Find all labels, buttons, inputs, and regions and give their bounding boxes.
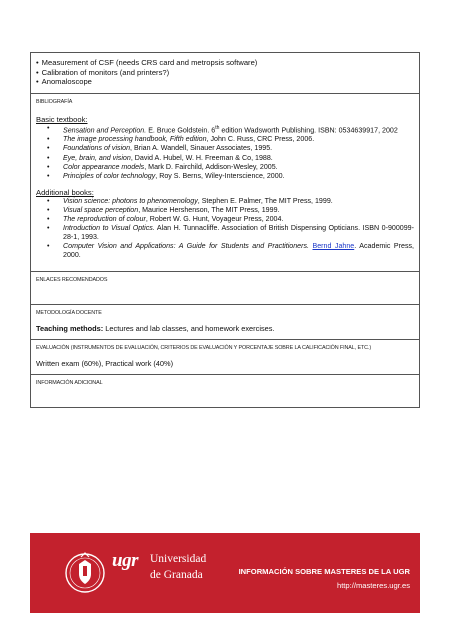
links-label: ENLACES RECOMENDADOS [31,271,419,287]
bibliography-body [31,109,419,271]
list-item: • Anomaloscope [36,77,414,87]
masters-url-link[interactable]: http://masteres.ugr.es [336,581,410,590]
list-item: • Calibration of monitors (and printers?) [36,68,414,78]
links-content [31,287,419,304]
list-item: • Measurement of CSF (needs CRS card and metropsis software) [36,58,414,68]
university-name-line2: de Granada [150,569,203,581]
masters-info-title: INFORMACIÓN SOBRE MASTERES DE LA UGR [238,567,410,576]
methodology-label: METODOLOGÍA DOCENTE [31,304,419,320]
syllabus-table [30,52,420,408]
basic-textbook-list [36,124,414,181]
university-name-line1: Universidad [150,553,207,565]
additional-info-content [31,390,419,407]
university-footer [30,533,420,613]
evaluation-text: Written exam (60%), Practical work (40%) [36,358,174,368]
reference-item: • The image processing handbook, Fifth edition, John C. Russ, CRC Press, 2006. [36,135,414,144]
reference-item: • Computer Vision and Applications: A Guide for Students and Practitioners. Bernd Jahne. Academic Press, 2000. [36,242,414,260]
additional-books-heading: Additional books: [36,187,94,197]
reference-item: • Visual space perception, Maurice Hershenson, The MIT Press, 1999. [36,206,414,215]
reference-item: • Sensation and Perception. E. Bruce Goldstein. 6th edition Wadsworth Publishing. ISBN: 0534639917, 2002 [36,124,414,135]
bibliography-label: BIBLIOGRAFÍA [31,93,419,109]
reference-item: • Vision science: photons to phenomenology, Stephen E. Palmer, The MIT Press, 1999. [36,197,414,206]
reference-item: • Foundations of vision, Brian A. Wandell, Sinauer Associates, 1995. [36,144,414,153]
basic-textbook-heading: Basic textbook: [36,114,88,124]
additional-books-list [36,197,414,261]
reference-item: • Eye, brain, and vision, David A. Hubel, W. H. Freeman & Co, 1988. [36,154,414,163]
reference-item: • Introduction to Visual Optics. Alan H. Tunnacliffe. Association of British Dispensing Opticians. ISBN 0-900099-28-1, 1993. [36,224,414,242]
reference-item: • Principles of color technology, Roy S. Berns, Wiley-Interscience, 2000. [36,172,414,181]
author-link[interactable]: Bernd Jahne [312,242,355,251]
reference-item: • The reproduction of colour, Robert W. G. Hunt, Voyageur Press, 2004. [36,215,414,224]
university-crest-icon [64,548,106,598]
reference-item: • Color appearance models, Mark D. Fairchild, Addison-Wesley, 2005. [36,163,414,172]
teaching-methods: Teaching methods: Lectures and lab classes, and homework exercises. [36,323,275,333]
equipment-list [31,53,419,93]
additional-info-label: INFORMACIÓN ADICIONAL [31,374,419,390]
ugr-logo: ugr [112,550,138,571]
evaluation-label: EVALUACIÓN (INSTRUMENTOS DE EVALUACIÓN, CRITERIOS DE EVALUACIÓN Y PORCENTAJE SOBRE LA CALIFICACIÓN FINAL, ETC.) [31,339,419,355]
